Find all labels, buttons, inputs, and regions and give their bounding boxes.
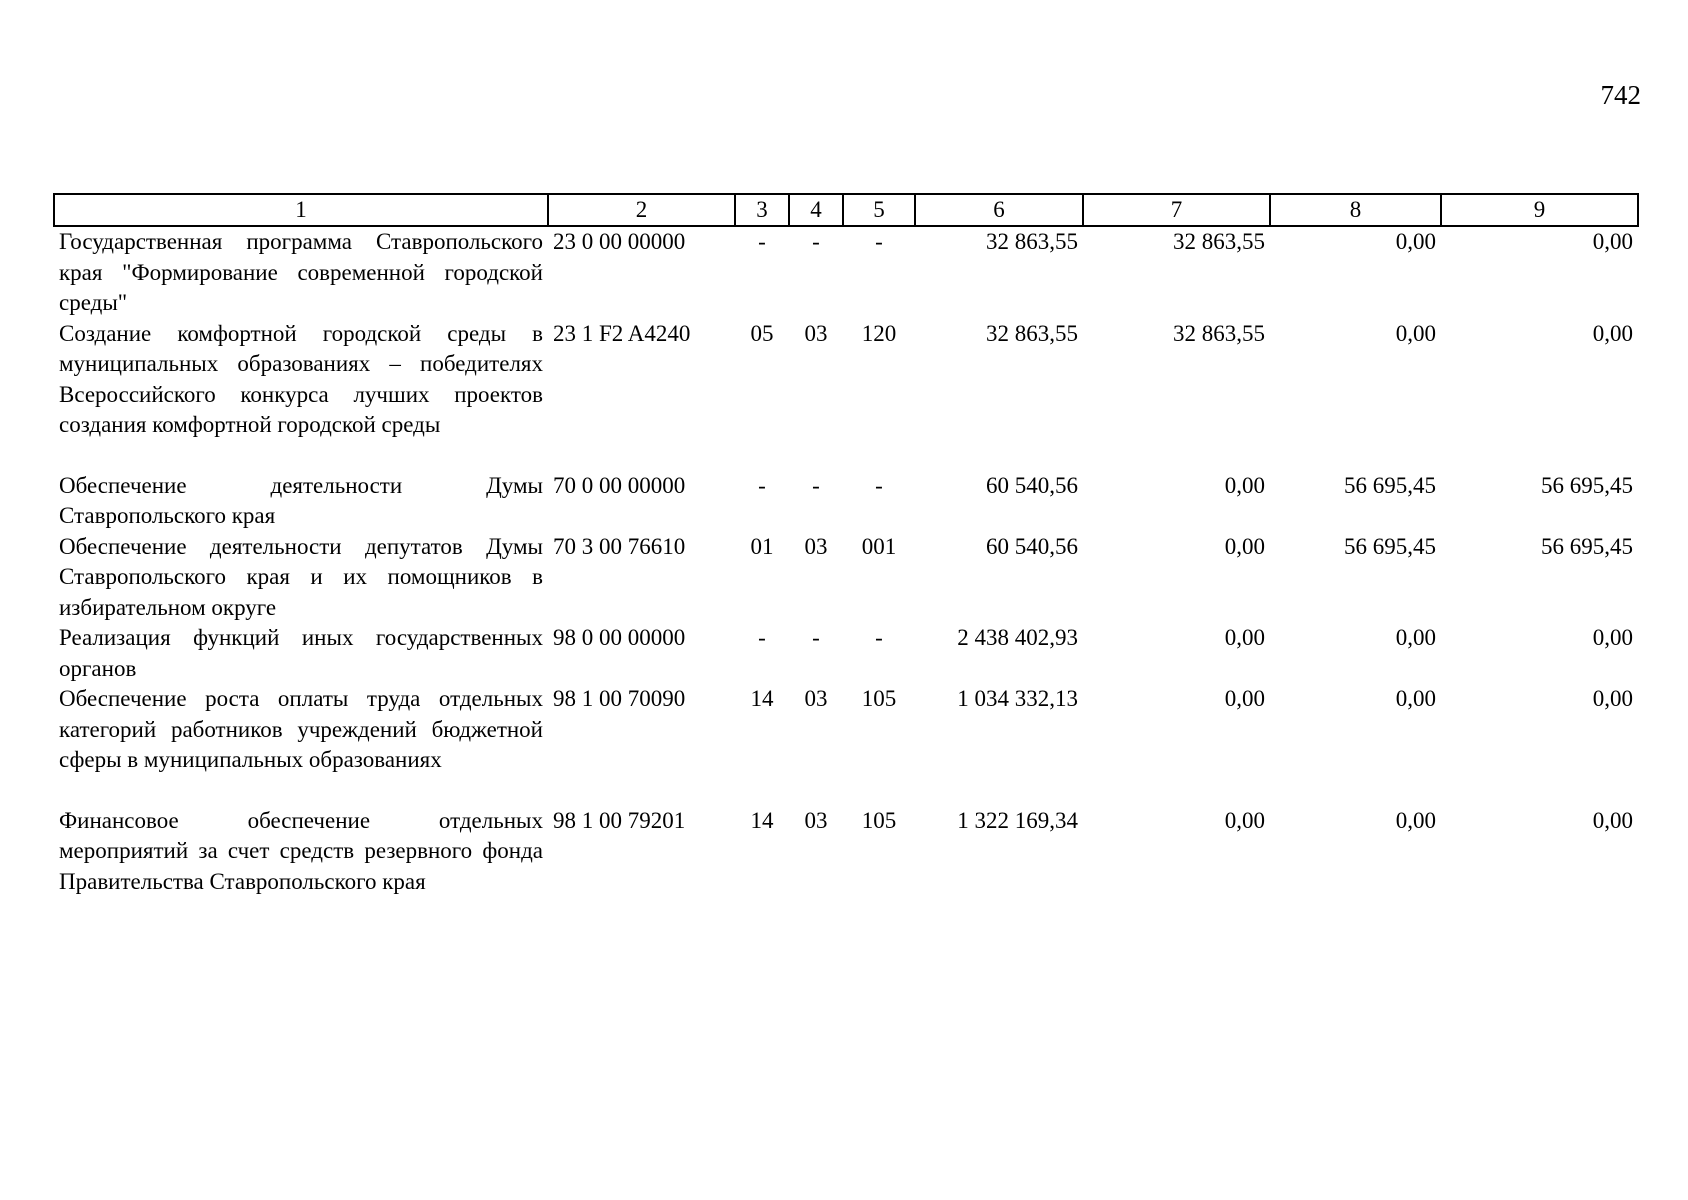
row-col6: 60 540,56 [986,533,1078,559]
header-cell: 1 [54,194,548,226]
row-col4: 03 [804,686,828,711]
budget-table [53,193,1639,897]
row-name: Обеспечение деятельности Думы Ставропольского края [59,472,543,528]
header-cell: 8 [1270,194,1441,226]
row-col9: 56 695,45 [1541,472,1633,498]
row-name: Обеспечение роста оплаты труда отдельных категорий работников учреждений бюджетной сферы в муниципальных образованиях [59,686,543,772]
row-col3: - [758,625,766,650]
table-row [54,471,1638,532]
row-col4: - [812,625,820,650]
row-col3: 05 [750,320,774,346]
row-col4: - [812,229,820,254]
row-code: 70 0 00 00000 [553,472,686,498]
row-col8: 56 695,45 [1344,472,1436,498]
row-col6: 32 863,55 [986,320,1078,346]
row-code: 98 1 00 70090 [553,686,686,711]
row-col3: - [758,229,766,254]
row-col4: - [812,472,820,498]
header-cell: 7 [1083,194,1270,226]
row-col7: 0,00 [1224,686,1265,711]
row-code: 23 1 F2 A4240 [553,320,691,346]
row-col4: 03 [804,807,828,833]
row-name: Государственная программа Ставропольского края "Формирование современной городской среды" [59,229,543,315]
header-cell: 2 [548,194,735,226]
header-cell: 4 [789,194,843,226]
row-col6: 1 034 332,13 [957,686,1078,711]
header-cell: 5 [843,194,915,226]
row-col5: - [875,625,883,650]
row-col8: 56 695,45 [1344,533,1436,559]
row-col7: 32 863,55 [1173,320,1265,346]
row-col4: 03 [804,533,828,559]
row-col5: 105 [861,686,897,711]
table-row [54,226,1638,319]
row-name: Реализация функций иных государственных органов [59,625,543,681]
row-col7: 0,00 [1224,533,1265,559]
row-col8: 0,00 [1395,807,1436,833]
table-row [54,684,1638,806]
row-col5: 105 [861,807,897,833]
row-col5: 120 [861,320,897,346]
row-col7: 0,00 [1224,472,1265,498]
row-col8: 0,00 [1395,229,1436,254]
row-col8: 0,00 [1395,686,1436,711]
row-col6: 1 322 169,34 [957,807,1078,833]
row-col3: 14 [750,686,774,711]
row-col3: 14 [750,807,774,833]
row-col7: 0,00 [1224,807,1265,833]
row-col9: 0,00 [1592,625,1633,650]
row-col9: 0,00 [1592,229,1633,254]
row-col7: 0,00 [1224,625,1265,650]
row-col5: - [875,229,883,254]
row-col5: 001 [861,533,897,559]
row-col9: 0,00 [1592,807,1633,833]
header-cell: 6 [915,194,1083,226]
row-col8: 0,00 [1395,320,1436,346]
row-col5: - [875,472,883,498]
row-col6: 32 863,55 [986,229,1078,254]
row-name: Создание комфортной городской среды в муниципальных образованиях – победителях Всероссийского конкурса лучших проектов создания комфортной городской среды [59,320,543,437]
header-cell: 3 [735,194,789,226]
row-col9: 0,00 [1592,320,1633,346]
row-code: 98 0 00 00000 [553,625,686,650]
row-col9: 0,00 [1592,686,1633,711]
row-col7: 32 863,55 [1173,229,1265,254]
row-code: 23 0 00 00000 [553,229,686,254]
table-row [54,319,1638,471]
table-row [54,532,1638,624]
row-col9: 56 695,45 [1541,533,1633,559]
table-row [54,806,1638,898]
row-code: 70 3 00 76610 [553,533,686,559]
row-col8: 0,00 [1395,625,1436,650]
row-col4: 03 [804,320,828,346]
header-cell: 9 [1441,194,1638,226]
row-col3: 01 [750,533,774,559]
row-col3: - [758,472,766,498]
table-row [54,623,1638,684]
row-name: Обеспечение деятельности депутатов Думы Ставропольского края и их помощников в избирательном округе [59,533,543,620]
page-number: 742 [1600,80,1641,110]
row-code: 98 1 00 79201 [553,807,686,833]
row-name: Финансовое обеспечение отдельных мероприятий за счет средств резервного фонда Правительства Ставропольского края [59,807,543,894]
header-row [54,194,1638,226]
row-col6: 2 438 402,93 [957,625,1078,650]
row-col6: 60 540,56 [986,472,1078,498]
